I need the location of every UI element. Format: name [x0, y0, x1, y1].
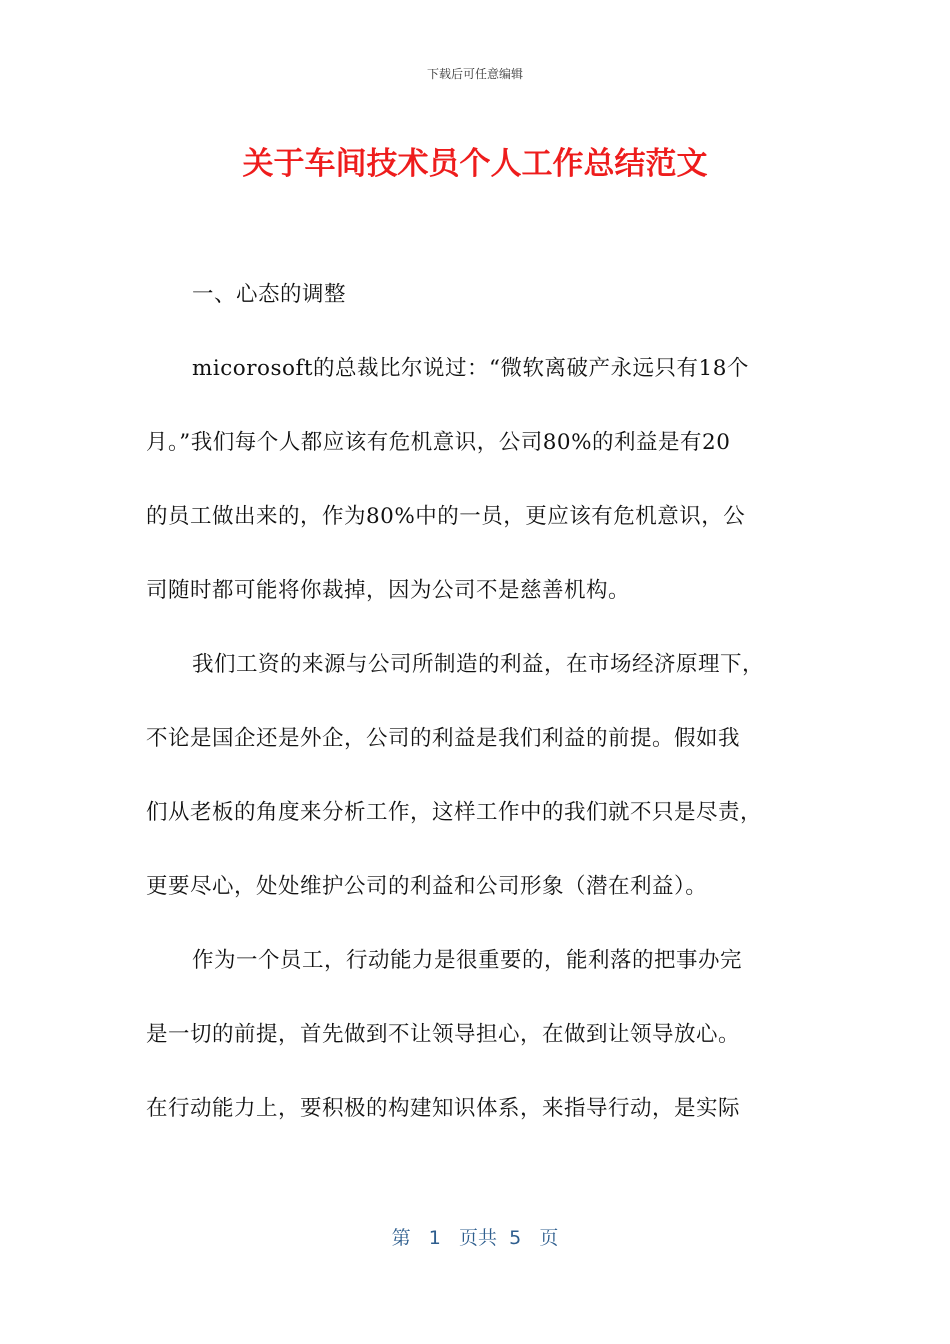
paragraph-line: 们从老板的角度来分析工作，这样工作中的我们就不只是尽责，: [146, 800, 763, 825]
paragraph-line: 是一切的前提，首先做到不让领导担心，在做到让领导放心。: [146, 1022, 741, 1047]
paragraph-line: 的员工做出来的，作为80%中的一员，更应该有危机意识，公: [146, 504, 746, 529]
header-note: 下载后可任意编辑: [426, 67, 523, 81]
paragraph-line: 更要尽心，处处维护公司的利益和公司形象（潜在利益）。: [146, 874, 708, 899]
paragraph-line: 我们工资的来源与公司所制造的利益，在市场经济原理下，: [192, 652, 765, 677]
paragraph-line: 作为一个员工，行动能力是很重要的，能利落的把事办完: [192, 948, 743, 973]
page-label-suffix: 页: [539, 1227, 559, 1249]
paragraph-line: 不论是国企还是外企，公司的利益是我们利益的前提。假如我: [146, 726, 741, 751]
paragraph-line: micorosoft的总裁比尔说过：“微软离破产永远只有18个: [192, 356, 749, 381]
paragraph-line: 在行动能力上，要积极的构建知识体系，来指导行动，是实际: [146, 1096, 741, 1121]
page-label-middle: 页共: [459, 1227, 498, 1249]
document-body: [146, 270, 806, 1158]
total-pages: 5: [509, 1227, 522, 1249]
section-heading: 一、心态的调整: [192, 282, 347, 307]
page-label-prefix: 第: [391, 1227, 411, 1249]
paragraph-line: 司随时都可能将你裁掉，因为公司不是慈善机构。: [146, 578, 631, 603]
page-footer: [0, 1224, 950, 1252]
document-title: 关于车间技术员个人工作总结范文: [242, 146, 708, 182]
paragraph-line: 月。”我们每个人都应该有危机意识，公司80%的利益是有20: [146, 430, 731, 455]
page-number: 1: [428, 1227, 441, 1249]
